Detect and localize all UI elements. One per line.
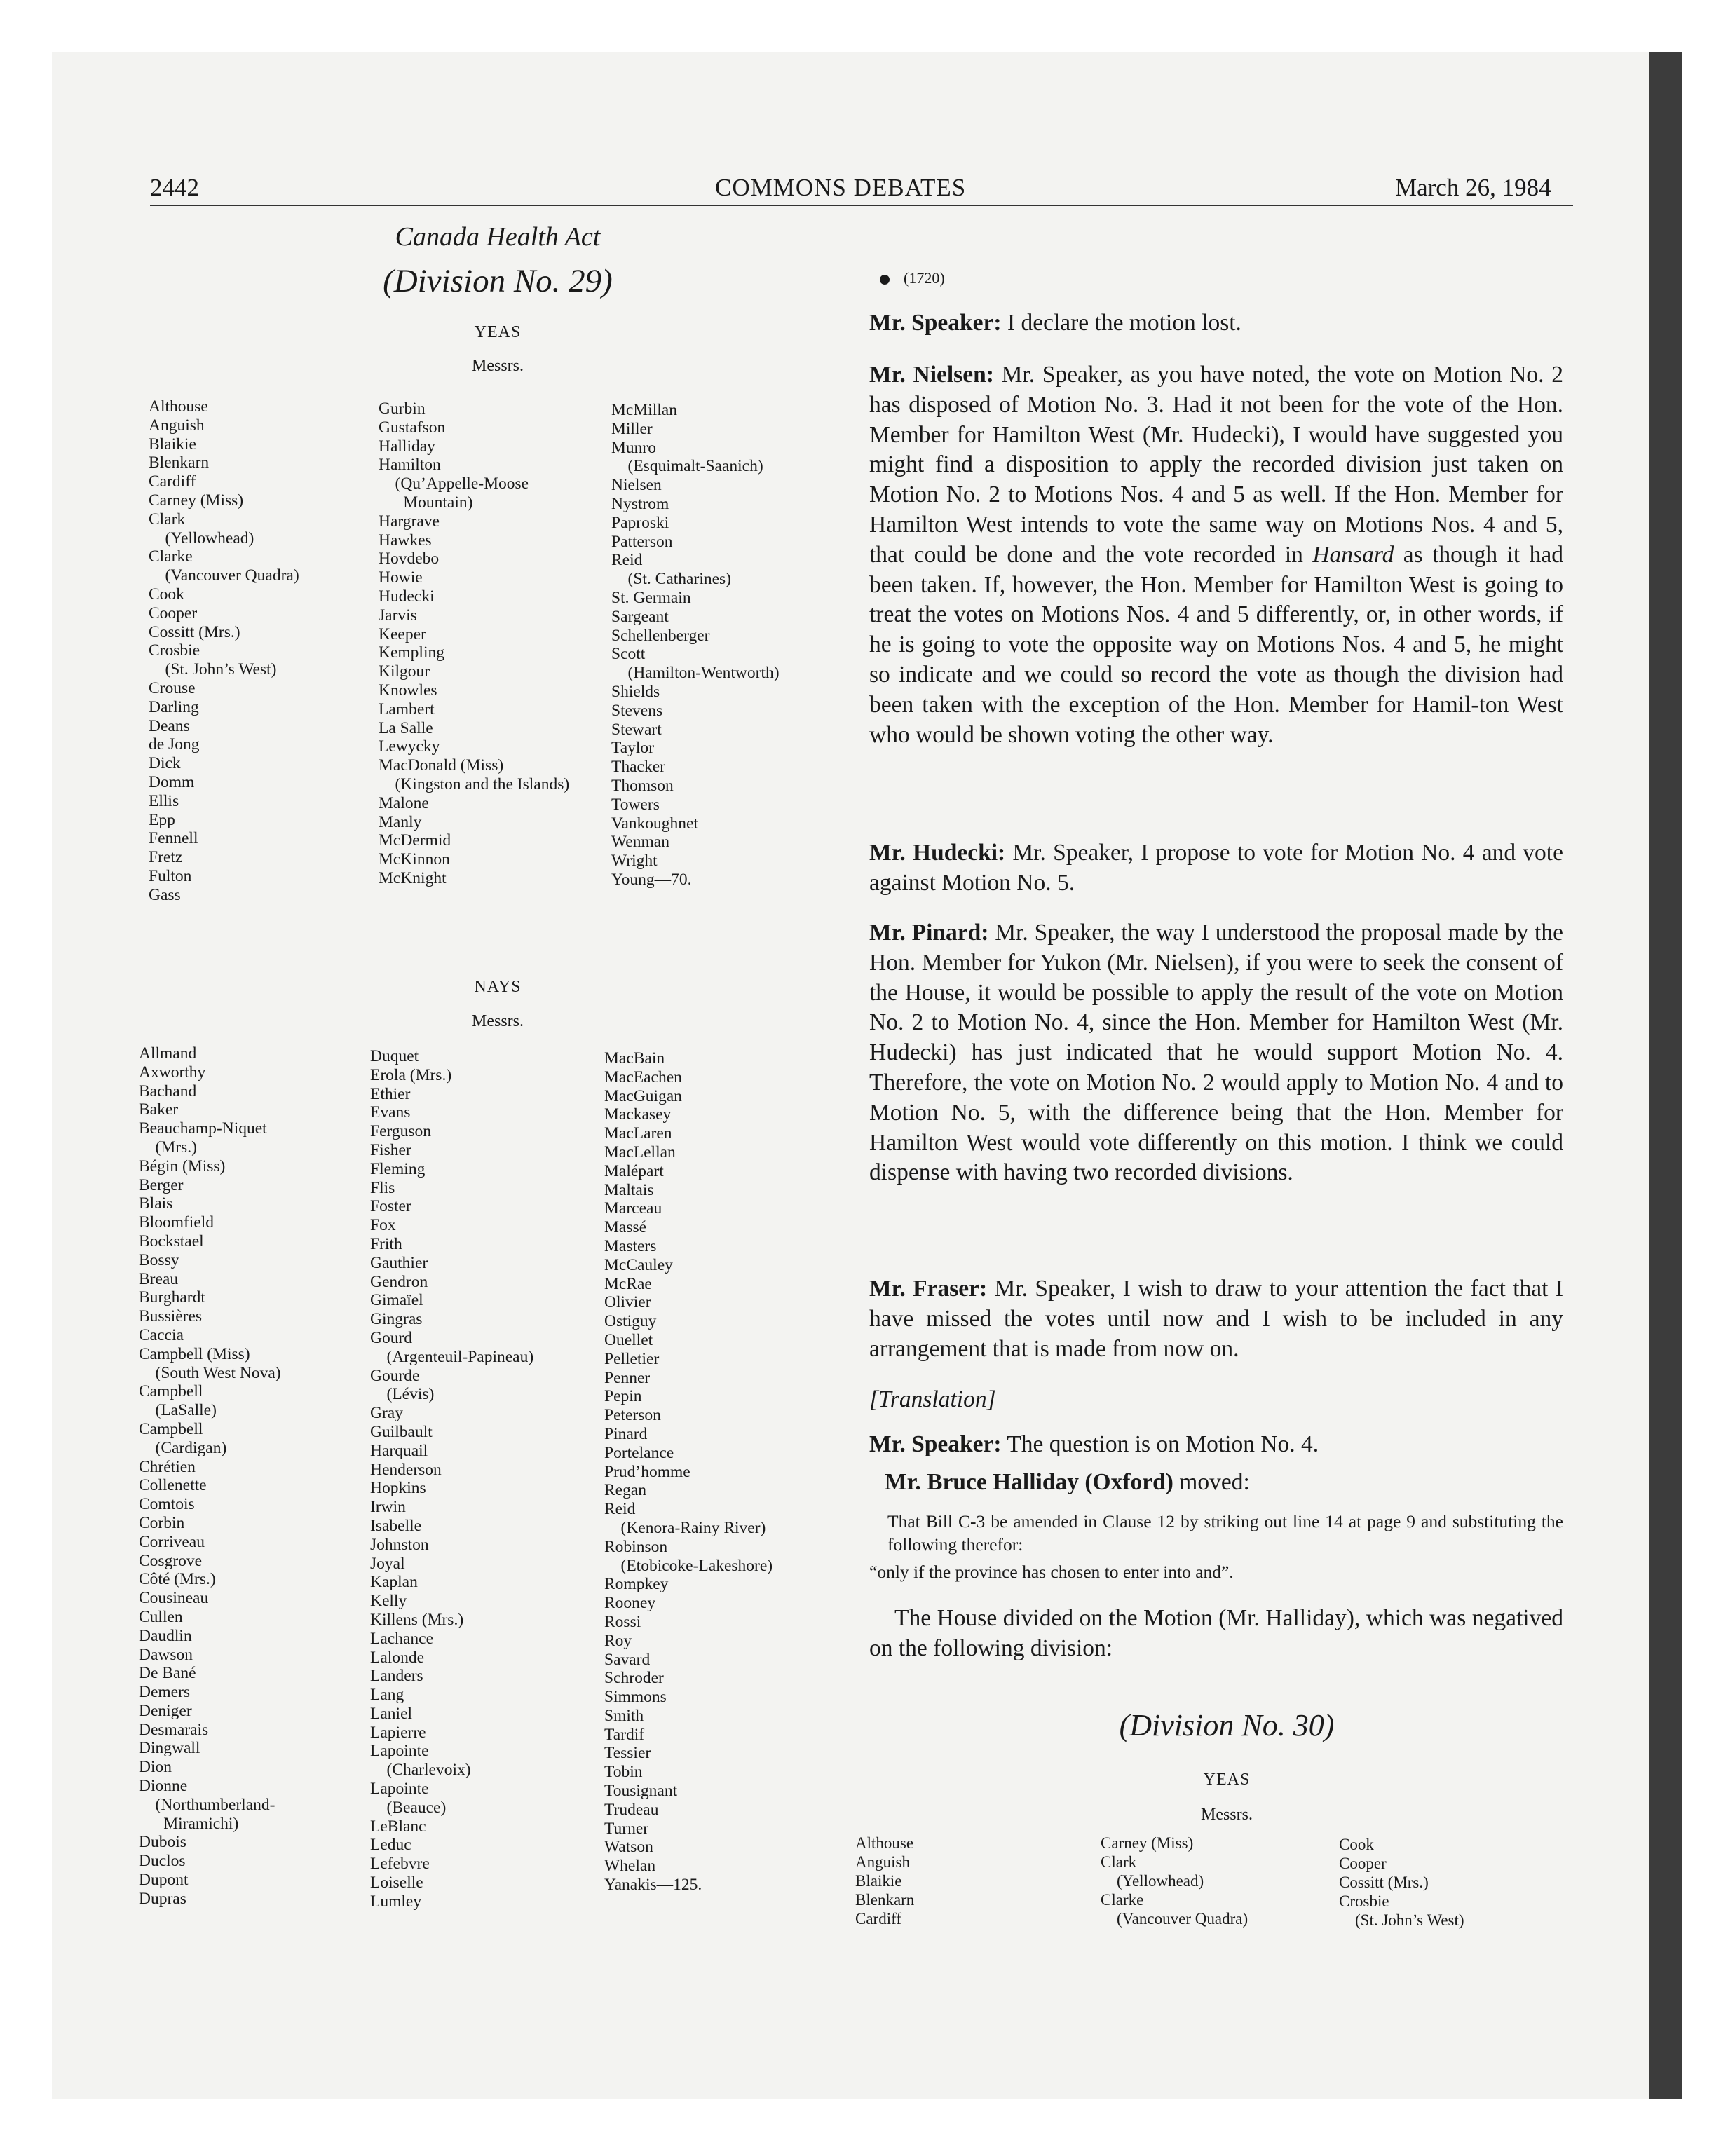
member-name: Manly — [379, 812, 422, 831]
member-name: Blais — [139, 1194, 173, 1213]
member-name: Campbell — [139, 1419, 203, 1438]
member-name: Reid — [611, 551, 643, 570]
member-name: Bégin (Miss) — [139, 1157, 226, 1175]
yeas-heading: YEAS — [474, 323, 522, 341]
member-name: Axworthy — [139, 1063, 206, 1082]
timestamp — [880, 269, 945, 287]
yeas-messrs-30: Messrs. — [1200, 1806, 1253, 1824]
member-name: Taylor — [611, 739, 654, 758]
member-name: Lapointe — [370, 1742, 429, 1761]
member-name: (Cardigan) — [139, 1438, 227, 1457]
member-name: Tobin — [604, 1763, 643, 1782]
member-name: Landers — [370, 1667, 423, 1686]
yeas-column-1 — [149, 397, 299, 905]
member-name: McKinnon — [379, 850, 450, 869]
member-name: Cook — [149, 585, 184, 603]
member-name: Ouellet — [604, 1330, 653, 1349]
member-name: Halliday — [379, 437, 435, 456]
member-name: Gauthier — [370, 1253, 428, 1272]
member-name: Hopkins — [370, 1479, 426, 1498]
member-name: Portelance — [604, 1443, 674, 1462]
member-name: de Jong — [149, 735, 200, 754]
member-name: Blenkarn — [855, 1891, 915, 1909]
member-name: (Kenora-Rainy River) — [604, 1518, 766, 1537]
nays-column-2 — [370, 1047, 533, 1911]
bullet-icon — [880, 275, 890, 285]
division30-column-1 — [855, 1834, 914, 1928]
member-name: McRae — [604, 1274, 652, 1293]
member-name: Tousignant — [604, 1782, 678, 1801]
nays-heading: NAYS — [474, 978, 522, 996]
member-name: Kelly — [370, 1592, 407, 1611]
speaker-name: Mr. Nielsen: — [869, 362, 994, 388]
member-name: Dupont — [139, 1871, 189, 1890]
member-name: Gourd — [370, 1328, 413, 1347]
member-name: Althouse — [855, 1834, 914, 1852]
timestamp-text: (1720) — [904, 269, 945, 287]
member-name: Chrétien — [139, 1457, 196, 1476]
member-name: Malone — [379, 793, 429, 812]
member-name: Harquail — [370, 1441, 428, 1460]
member-name: (Lévis) — [370, 1385, 435, 1404]
member-name: Cousineau — [139, 1589, 209, 1608]
member-name: Jarvis — [379, 606, 417, 625]
member-name: Young—70. — [611, 870, 692, 889]
member-name: Henderson — [370, 1460, 442, 1479]
member-name: Bossy — [139, 1250, 179, 1269]
member-name: Leduc — [370, 1836, 411, 1855]
member-name: Dupras — [139, 1889, 186, 1908]
member-name: Scott — [611, 645, 646, 664]
yeas-column-2 — [379, 400, 569, 888]
member-name: Althouse — [149, 397, 208, 416]
member-name: MacBain — [604, 1049, 665, 1067]
member-name: Comtois — [139, 1495, 195, 1514]
member-name: Thomson — [611, 776, 674, 795]
member-name: Cossitt (Mrs.) — [1339, 1874, 1429, 1891]
speech-text: Mr. Speaker, as you have noted, the vote on Motion No. 2 has disposed of Motion No. 3. Had it not been for the vote of the Hon. Member for Hamilton West (Mr. Hudecki), I would have suggested you might find a disposition to apply the recorded division just taken on Motion No. 2 to Motions Nos. 4 and 5 as well. If the Hon. Member for Hamilton West intends to vote the same way on Motions Nos. 4 and 5, that could be done and the vote recorded in — [869, 362, 1563, 568]
member-name: Hargrave — [379, 512, 440, 531]
speech-nielsen — [869, 360, 1563, 750]
member-name: Dawson — [139, 1645, 193, 1664]
nays-column-3 — [604, 1049, 773, 1895]
speech-speaker-2 — [869, 1430, 1563, 1460]
division-statement: The House divided on the Motion (Mr. Halliday), which was negatived on the following division: — [869, 1605, 1563, 1661]
member-name: (Etobicoke-Lakeshore) — [604, 1556, 773, 1575]
member-name: Peterson — [604, 1406, 661, 1425]
member-name: Sargeant — [611, 607, 669, 626]
member-name: Berger — [139, 1175, 184, 1194]
member-name: St. Germain — [611, 588, 691, 607]
page-number: 2442 — [150, 174, 199, 201]
translation-label: [Translation] — [869, 1386, 996, 1412]
member-name: Gurbin — [379, 400, 426, 418]
member-name: Schellenberger — [611, 626, 710, 645]
member-name: Ostiguy — [604, 1312, 657, 1331]
member-name: Blenkarn — [149, 453, 210, 472]
member-name: Whelan — [604, 1857, 656, 1876]
member-name: Campbell — [139, 1382, 203, 1401]
member-name: Killens (Mrs.) — [370, 1610, 464, 1629]
bill-title: Canada Health Act — [395, 222, 601, 252]
member-name: (Mrs.) — [139, 1138, 197, 1157]
yeas-heading-30: YEAS — [1203, 1770, 1251, 1789]
member-name: Regan — [604, 1481, 647, 1500]
speech-text: Mr. Speaker, the way I understood the proposal made by the Hon. Member for Yukon (Mr. Nielsen), if you were to seek the consent of the House, it would be possible to apply the result of the vote on Motion No. 2 to Motion No. 4, since the Hon. Member for Hamilton West (Mr. Hudecki) has just indicated that he would support Motion No. 4. Therefore, the vote on Motion No. 2 would apply to Motion No. 4 and to Motion No. 5, with the difference being that the Hon. Member for Hamilton West would vote differently on this motion. I think we could dispense with having two recorded divisions. — [869, 920, 1563, 1186]
member-name: Kempling — [379, 643, 444, 662]
member-name: Rooney — [604, 1594, 656, 1613]
member-name: Masters — [604, 1236, 657, 1255]
member-name: Johnston — [370, 1535, 429, 1554]
member-name: Ellis — [149, 791, 179, 810]
member-name: Keeper — [379, 625, 426, 643]
member-name: Caccia — [139, 1325, 184, 1344]
member-name: Wright — [611, 852, 658, 871]
member-name: Foster — [370, 1197, 411, 1216]
member-name: (Yellowhead) — [1101, 1872, 1204, 1890]
member-name: Fennell — [149, 829, 198, 848]
member-name: Clarke — [149, 547, 193, 566]
member-name: (Northumberland- — [139, 1795, 275, 1814]
speech-text: Mr. Speaker, I wish to draw to your attention the fact that I have missed the votes until now and I wish to be included in any arrangement that is made from now on. — [869, 1276, 1563, 1362]
member-name: Carney (Miss) — [1101, 1834, 1194, 1852]
member-name: (Yellowhead) — [149, 528, 254, 547]
member-name: Ethier — [370, 1084, 411, 1103]
member-name: Olivier — [604, 1293, 651, 1312]
member-name: Kaplan — [370, 1573, 418, 1592]
member-name: Clarke — [1101, 1891, 1144, 1909]
member-name: Pepin — [604, 1387, 642, 1406]
member-name: Cooper — [1339, 1855, 1387, 1872]
member-name: (St. John’s West) — [149, 660, 277, 679]
nays-messrs: Messrs. — [471, 1012, 524, 1030]
member-name: Massé — [604, 1218, 647, 1237]
motion-quote-line: “only if the province has chosen to enter into and”. — [869, 1562, 1234, 1582]
division30-column-2 — [1101, 1834, 1248, 1928]
member-name: Stevens — [611, 701, 663, 720]
member-name: Tessier — [604, 1744, 651, 1763]
member-name: Knowles — [379, 681, 437, 700]
member-name: Deniger — [139, 1701, 192, 1720]
member-name: Yanakis—125. — [604, 1876, 702, 1895]
speech-text: moved: — [1173, 1469, 1250, 1495]
member-name: Crosbie — [1339, 1892, 1389, 1910]
member-name: Savard — [604, 1650, 651, 1669]
division30-column-3 — [1339, 1835, 1464, 1930]
member-name: Anguish — [855, 1853, 910, 1871]
member-name: Clark — [149, 510, 186, 528]
member-name: (Argenteuil-Papineau) — [370, 1347, 534, 1366]
member-name: Evans — [370, 1103, 411, 1122]
member-name: Lapointe — [370, 1780, 429, 1799]
member-name: Nielsen — [611, 476, 662, 495]
yeas-column-3 — [611, 401, 780, 889]
speaker-name: Mr. Fraser: — [869, 1276, 988, 1302]
member-name: Duquet — [370, 1047, 419, 1065]
member-name: Robinson — [604, 1537, 668, 1556]
translation-marker — [869, 1385, 1563, 1415]
member-name: Cook — [1339, 1836, 1374, 1853]
member-name: Gass — [149, 885, 181, 904]
member-name: Nystrom — [611, 494, 669, 513]
member-name: Erola (Mrs.) — [370, 1065, 452, 1084]
member-name: Blaikie — [149, 435, 196, 453]
speech-text: The question is on Motion No. 4. — [1001, 1431, 1319, 1457]
member-name: Gourde — [370, 1366, 420, 1385]
member-name: Dick — [149, 754, 181, 773]
member-name: Hamilton — [379, 456, 441, 475]
member-name: Epp — [149, 810, 175, 829]
hansard-italic: Hansard — [1312, 541, 1394, 568]
member-name: Malépart — [604, 1161, 664, 1180]
member-name: Cardiff — [855, 1910, 902, 1928]
running-title: COMMONS DEBATES — [715, 174, 967, 201]
member-name: La Salle — [379, 718, 433, 737]
member-name: (Vancouver Quadra) — [1101, 1910, 1248, 1928]
member-name: McCauley — [604, 1255, 673, 1274]
member-name: Dionne — [139, 1777, 188, 1796]
member-name: Lalonde — [370, 1648, 424, 1667]
member-name: McDermid — [379, 831, 451, 850]
member-name: MacGuigan — [604, 1086, 682, 1105]
speaker-name: Mr. Pinard: — [869, 920, 989, 946]
member-name: Corriveau — [139, 1532, 205, 1551]
member-name: De Bané — [139, 1664, 196, 1683]
member-name: Isabelle — [370, 1516, 422, 1535]
member-name: Rossi — [604, 1612, 641, 1631]
speaker-name: Mr. Bruce Halliday (Oxford) — [885, 1469, 1173, 1495]
member-name: Gray — [370, 1404, 403, 1423]
member-name: Lefebvre — [370, 1855, 430, 1874]
speech-speaker-1 — [869, 308, 1563, 339]
division-30-title: (Division No. 30) — [1119, 1708, 1335, 1742]
member-name: Gustafson — [379, 418, 446, 437]
member-name: Stewart — [611, 720, 662, 739]
page-edge-shadow — [1649, 52, 1682, 2099]
speech-text: Mr. Speaker, I propose to vote for Motion No. 4 and vote against Motion No. 5. — [869, 840, 1563, 896]
member-name: (South West Nova) — [139, 1363, 281, 1382]
member-name: Lapierre — [370, 1723, 426, 1742]
member-name: Breau — [139, 1269, 179, 1288]
member-name: Anguish — [149, 416, 205, 435]
member-name: Cooper — [149, 603, 198, 622]
member-name: Shields — [611, 682, 660, 701]
member-name: Munro — [611, 438, 656, 457]
member-name: (Beauce) — [370, 1798, 447, 1817]
member-name: Crosbie — [149, 641, 200, 660]
member-name: Baker — [139, 1100, 179, 1119]
member-name: (LaSalle) — [139, 1401, 217, 1420]
member-name: Dubois — [139, 1833, 186, 1852]
member-name: Collenette — [139, 1476, 207, 1495]
member-name: (St. Catharines) — [611, 570, 731, 589]
member-name: Simmons — [604, 1688, 667, 1707]
member-name: (Esquimalt-Saanich) — [611, 457, 763, 476]
member-name: Fulton — [149, 866, 192, 885]
member-name: Dion — [139, 1758, 172, 1777]
member-name: Beauchamp-Niquet — [139, 1119, 267, 1138]
member-name: Desmarais — [139, 1720, 209, 1739]
member-name: Fox — [370, 1216, 396, 1235]
member-name: Prud’homme — [604, 1462, 690, 1481]
member-name: Crouse — [149, 678, 196, 697]
member-name: Laniel — [370, 1704, 413, 1723]
member-name: MacDonald (Miss) — [379, 756, 504, 775]
member-name: Turner — [604, 1819, 649, 1838]
motion-quote: That Bill C-3 be amended in Clause 12 by striking out line 14 at page 9 and substituting the following therefor: — [887, 1511, 1563, 1555]
member-name: Guilbault — [370, 1422, 433, 1441]
member-name: Ferguson — [370, 1122, 432, 1141]
header-rule — [150, 205, 1573, 206]
member-name: Duclos — [139, 1852, 186, 1871]
member-name: Paproski — [611, 513, 669, 532]
member-name: MacLellan — [604, 1142, 676, 1161]
member-name: (Hamilton-Wentworth) — [611, 664, 780, 683]
member-name: Frith — [370, 1234, 402, 1253]
member-name: (Qu’Appelle-Moose — [379, 475, 529, 493]
member-name: Mackasey — [604, 1105, 672, 1124]
member-name: (St. John’s West) — [1339, 1911, 1464, 1929]
member-name: Cossitt (Mrs.) — [149, 622, 240, 641]
member-name: Reid — [604, 1500, 636, 1519]
member-name: Hudecki — [379, 587, 435, 606]
member-name: Vankoughnet — [611, 814, 699, 833]
member-name: Fleming — [370, 1159, 426, 1178]
member-name: Bockstael — [139, 1231, 204, 1250]
member-name: Bussières — [139, 1307, 203, 1326]
member-name: Watson — [604, 1838, 653, 1857]
member-name: Wenman — [611, 833, 669, 852]
member-name: Tardif — [604, 1725, 645, 1744]
member-name: McKnight — [379, 868, 447, 887]
member-name: Cosgrove — [139, 1551, 203, 1570]
member-name: Domm — [149, 772, 195, 791]
nays-column-1 — [139, 1044, 281, 1909]
member-name: Patterson — [611, 532, 673, 551]
member-name: Campbell (Miss) — [139, 1344, 250, 1363]
speaker-name: Mr. Speaker: — [869, 310, 1002, 336]
member-name: Penner — [604, 1368, 651, 1387]
speaker-name: Mr. Speaker: — [869, 1431, 1002, 1457]
speech-halliday — [885, 1468, 1563, 1498]
member-name: Côté (Mrs.) — [139, 1570, 216, 1589]
member-name: Allmand — [139, 1044, 197, 1063]
member-name: MacEachen — [604, 1067, 682, 1086]
page-date: March 26, 1984 — [1395, 174, 1551, 201]
member-name: Howie — [379, 568, 423, 587]
member-name: Loiselle — [370, 1874, 423, 1892]
member-name: Roy — [604, 1631, 632, 1650]
member-name: Marceau — [604, 1199, 662, 1218]
member-name: Kilgour — [379, 662, 430, 681]
member-name: Corbin — [139, 1513, 185, 1532]
member-name: Mountain) — [379, 493, 473, 512]
member-name: Carney (Miss) — [149, 491, 244, 510]
member-name: Flis — [370, 1178, 395, 1197]
member-name: Burghardt — [139, 1288, 205, 1307]
member-name: Fretz — [149, 848, 183, 867]
member-name: Towers — [611, 795, 660, 814]
member-name: Blaikie — [855, 1872, 902, 1890]
member-name: Dingwall — [139, 1739, 200, 1758]
member-name: (Vancouver Quadra) — [149, 566, 299, 585]
member-name: Cullen — [139, 1607, 183, 1626]
member-name: Cardiff — [149, 472, 196, 491]
member-name: Deans — [149, 716, 190, 735]
speech-pinard — [869, 918, 1563, 1188]
member-name: Lang — [370, 1686, 404, 1705]
member-name: Pinard — [604, 1424, 648, 1443]
member-name: Clark — [1101, 1853, 1137, 1871]
member-name: Maltais — [604, 1180, 654, 1199]
member-name: Smith — [604, 1706, 644, 1725]
speech-fraser — [869, 1274, 1563, 1364]
member-name: Bachand — [139, 1082, 197, 1100]
member-name: Rompkey — [604, 1575, 669, 1594]
member-name: McMillan — [611, 401, 677, 419]
member-name: Miramichi) — [139, 1814, 239, 1833]
speaker-name: Mr. Hudecki: — [869, 840, 1006, 866]
member-name: Fisher — [370, 1140, 411, 1159]
member-name: LeBlanc — [370, 1817, 426, 1836]
member-name: Thacker — [611, 758, 665, 777]
member-name: Hovdebo — [379, 550, 440, 568]
speech-hudecki — [869, 838, 1563, 899]
member-name: Gendron — [370, 1272, 428, 1291]
member-name: Lachance — [370, 1629, 434, 1648]
member-name: (Charlevoix) — [370, 1761, 471, 1780]
member-name: Miller — [611, 419, 653, 438]
member-name: Pelletier — [604, 1349, 660, 1368]
member-name: Bloomfield — [139, 1213, 215, 1232]
member-name: Gimaïel — [370, 1291, 423, 1310]
speech-text: I declare the motion lost. — [1001, 310, 1241, 336]
member-name: Hawkes — [379, 531, 432, 550]
member-name: MacLaren — [604, 1124, 672, 1143]
member-name: Gingras — [370, 1310, 423, 1329]
member-name: Demers — [139, 1683, 191, 1702]
member-name: Daudlin — [139, 1626, 192, 1645]
yeas-messrs: Messrs. — [471, 357, 524, 375]
member-name: Lambert — [379, 700, 435, 718]
member-name: Trudeau — [604, 1800, 659, 1819]
member-name: Lewycky — [379, 737, 440, 756]
member-name: Lumley — [370, 1892, 422, 1911]
division-29-title: (Division No. 29) — [383, 263, 613, 299]
member-name: (Kingston and the Islands) — [379, 775, 570, 793]
member-name: Schroder — [604, 1669, 664, 1688]
member-name: Irwin — [370, 1498, 406, 1517]
member-name: Joyal — [370, 1554, 405, 1573]
speech-text: as though it had been taken. If, however, the Hon. Member for Hamilton West is going to treat the votes on Motions Nos. 4 and 5 differently, or, in other words, if he is going to vote the opposite way on Motions Nos. 4 and 5, he might so indicate and we could so record the vote as though the division had been taken with the exception of the Hon. Member for Hamil-ton West who would be shown voting the other way. — [869, 541, 1563, 748]
member-name: Darling — [149, 697, 199, 716]
